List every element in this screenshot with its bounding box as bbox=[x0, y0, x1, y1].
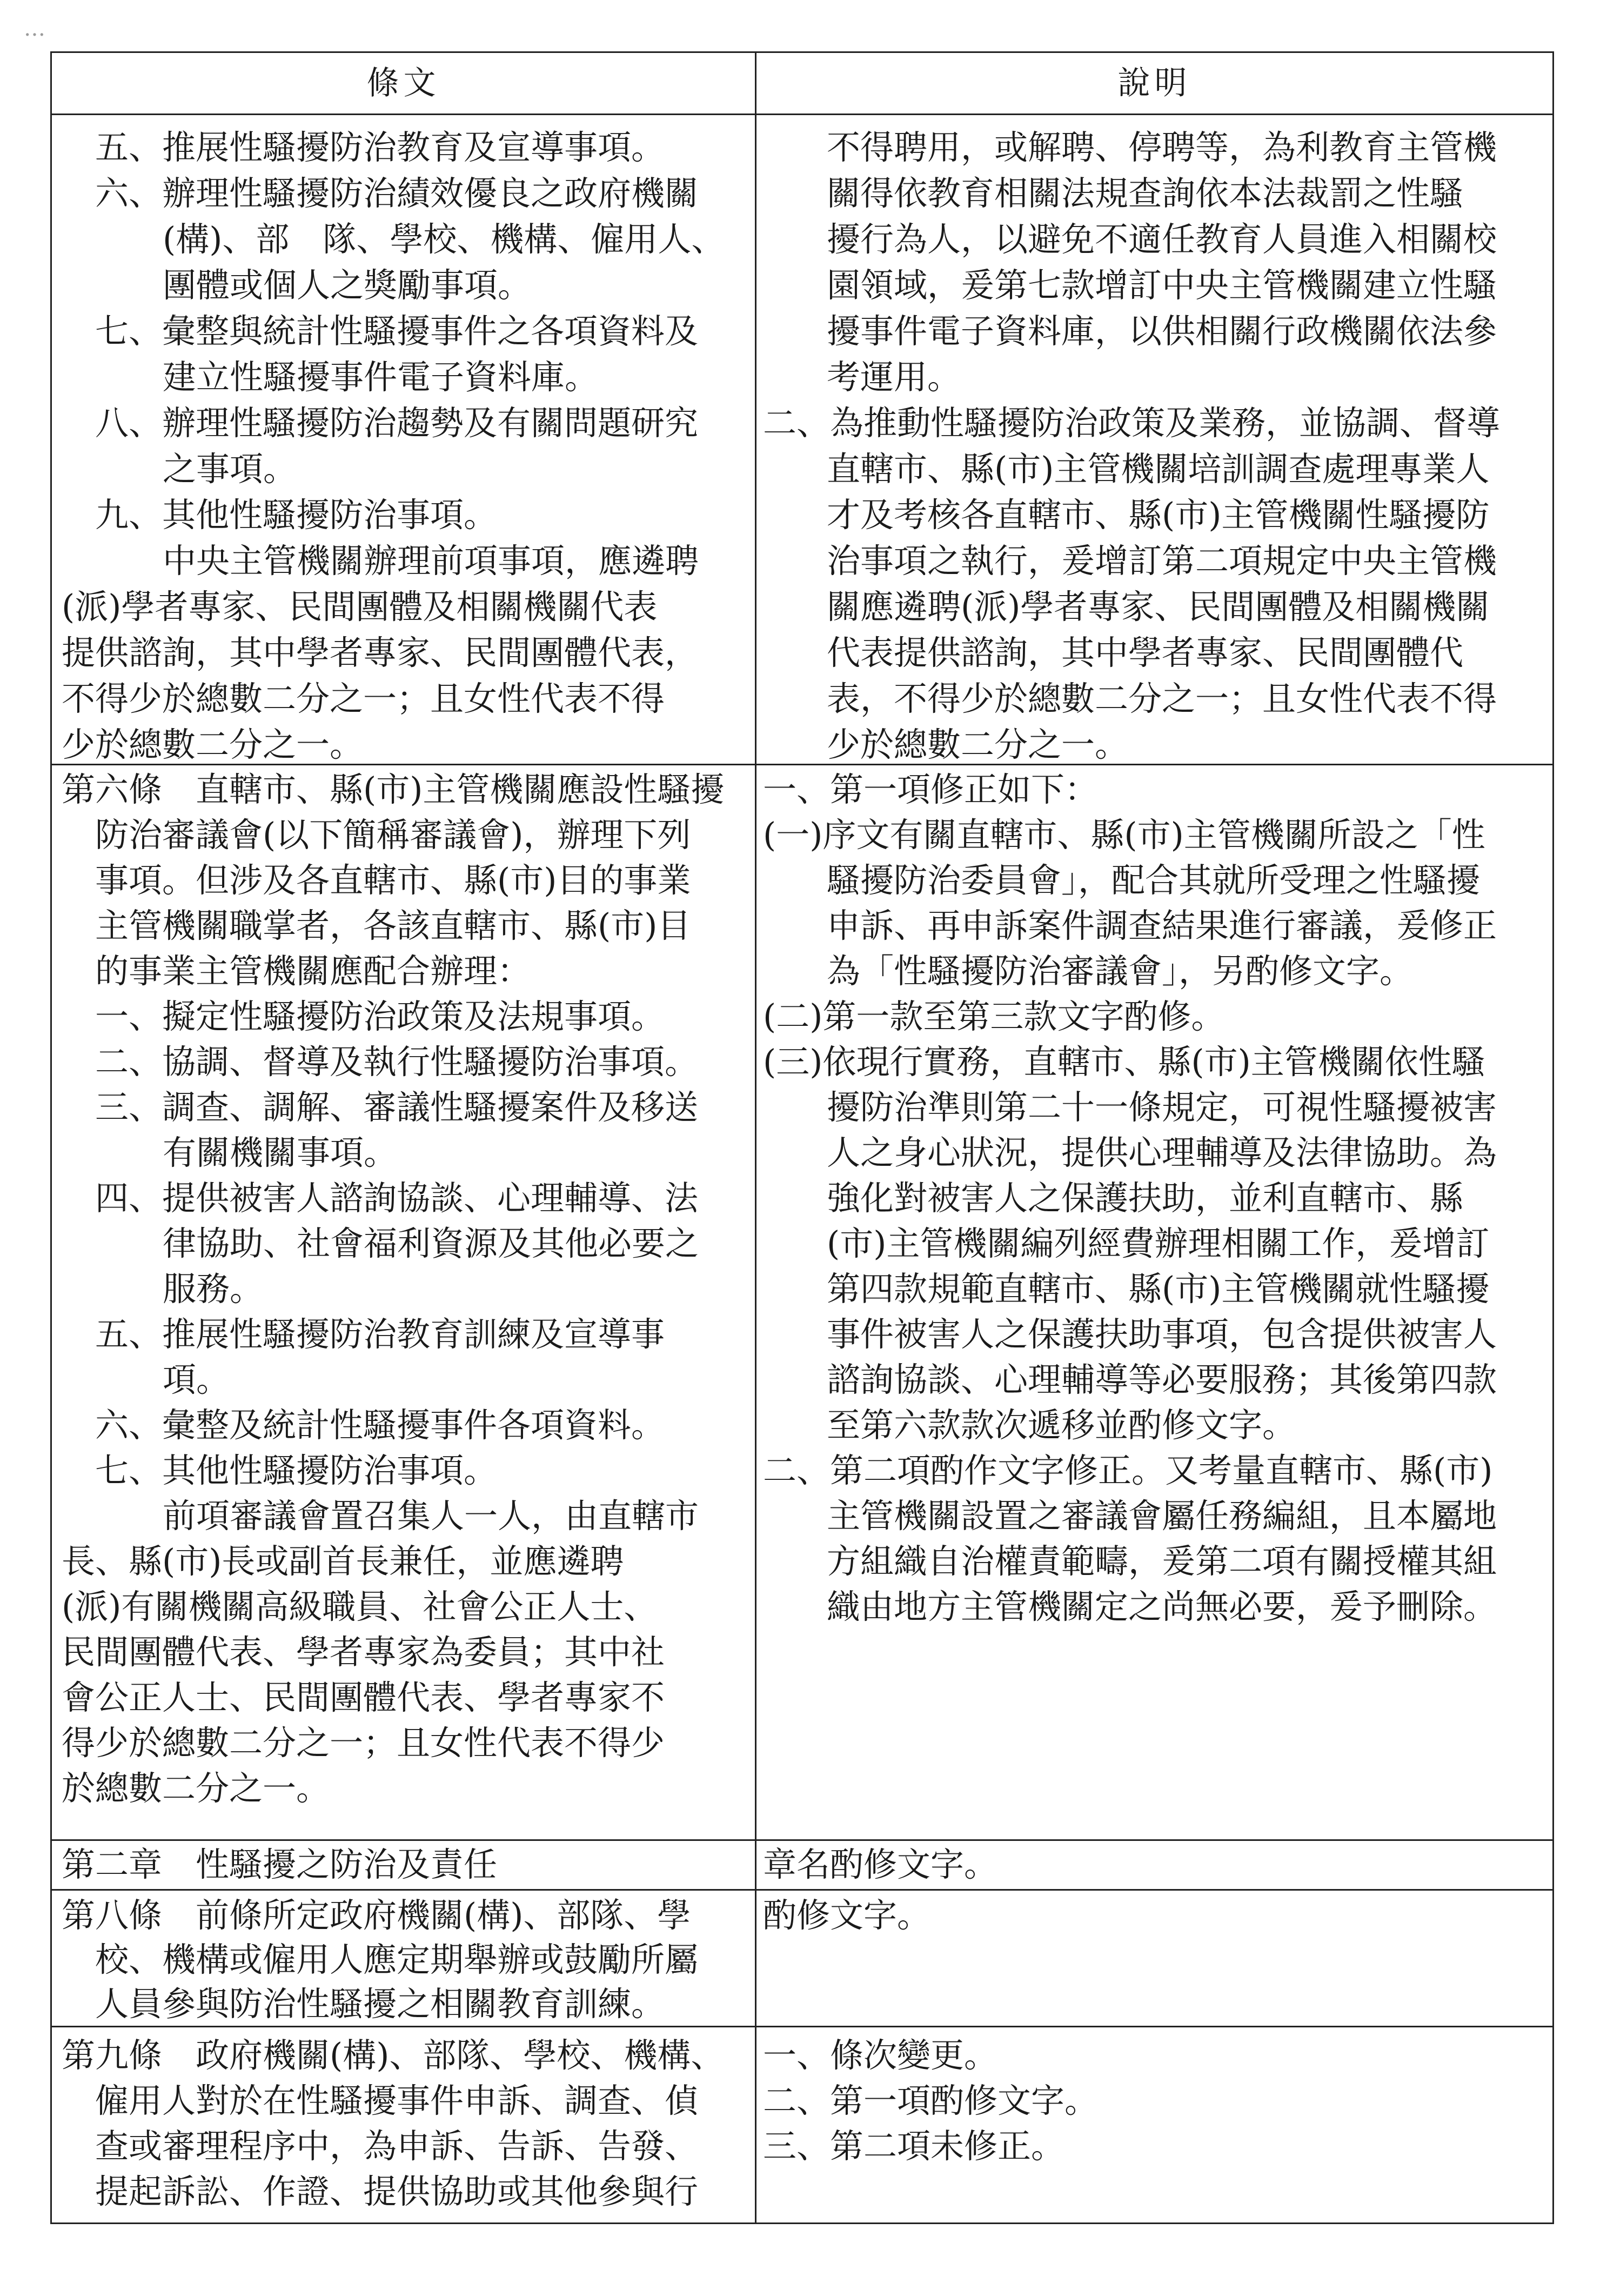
text-line: 團體或個人之獎勵事項。 bbox=[163, 265, 532, 305]
text-line: 二、為推動性騷擾防治政策及業務，並協調、督導 bbox=[763, 403, 1501, 443]
text-line: 項。 bbox=[163, 1360, 230, 1399]
text-line: 事件被害人之保護扶助事項，包含提供被害人 bbox=[827, 1314, 1497, 1354]
text-line: 至第六款款次遞移並酌修文字。 bbox=[827, 1405, 1296, 1445]
text-line: 園領域，爰第七款增訂中央主管機關建立性騷 bbox=[827, 265, 1497, 305]
text-line: 第二章 性騷擾之防治及責任 bbox=[62, 1845, 498, 1884]
text-line: 七、彙整與統計性騷擾事件之各項資料及 bbox=[95, 311, 699, 351]
text-line: (市)主管機關編列經費辦理相關工作，爰增訂 bbox=[827, 1224, 1490, 1263]
comparison-table bbox=[50, 51, 1554, 2224]
text-line: 第四款規範直轄市、縣(市)主管機關就性騷擾 bbox=[827, 1269, 1490, 1309]
text-line: 的事業主管機關應配合辦理： bbox=[95, 951, 531, 991]
text-line: 提起訴訟、作證、提供協助或其他參與行 bbox=[95, 2172, 699, 2211]
text-line: 民間團體代表、學者專家為委員；其中社 bbox=[62, 1632, 665, 1672]
text-line: 主管機關職掌者，各該直轄市、縣(市)目 bbox=[95, 906, 691, 945]
text-line: 二、協調、督導及執行性騷擾防治事項。 bbox=[95, 1042, 699, 1082]
row-1-left bbox=[52, 765, 753, 1839]
text-line: 前項審議會置召集人一人，由直轄市 bbox=[163, 1496, 699, 1536]
text-line: 五、推展性騷擾防治教育及宣導事項。 bbox=[95, 128, 665, 167]
text-line: 關應遴聘(派)學者專家、民間團體及相關機關 bbox=[827, 587, 1490, 626]
text-line: 提供諮詢，其中學者專家、民間團體代表， bbox=[62, 633, 699, 672]
text-line: 五、推展性騷擾防治教育訓練及宣導事 bbox=[95, 1314, 665, 1354]
text-line: 查或審理程序中，為申訴、告訴、告發、 bbox=[95, 2126, 699, 2166]
text-line: 諮詢協談、心理輔導等必要服務；其後第四款 bbox=[827, 1360, 1497, 1399]
text-line: 會公正人士、民間團體代表、學者專家不 bbox=[62, 1678, 665, 1717]
text-line: 事項。但涉及各直轄市、縣(市)目的事業 bbox=[95, 860, 691, 900]
text-line: 之事項。 bbox=[163, 449, 297, 489]
text-line: 表，不得少於總數二分之一；且女性代表不得 bbox=[827, 679, 1497, 718]
text-line: 三、第二項未修正。 bbox=[763, 2126, 1065, 2166]
text-line: (二)第一款至第三款文字酌修。 bbox=[763, 997, 1225, 1036]
text-line: 不得聘用，或解聘、停聘等，為利教育主管機 bbox=[827, 128, 1497, 167]
text-line: 擾防治準則第二十一條規定，可視性騷擾被害 bbox=[827, 1087, 1497, 1127]
text-line: 騷擾防治委員會」，配合其就所受理之性騷擾 bbox=[827, 860, 1481, 900]
row-4-right bbox=[756, 2027, 1552, 2224]
text-line: (一)序文有關直轄市、縣(市)主管機關所設之「性 bbox=[763, 815, 1485, 855]
text-line: 申訴、再申訴案件調查結果進行審議，爰修正 bbox=[827, 906, 1497, 945]
text-line: 章名酌修文字。 bbox=[763, 1845, 998, 1884]
text-line: 防治審議會(以下簡稱審議會)，辦理下列 bbox=[95, 815, 691, 855]
text-line: 考運用。 bbox=[827, 357, 961, 397]
text-line: 七、其他性騷擾防治事項。 bbox=[95, 1451, 498, 1490]
text-line: 僱用人對於在性騷擾事件申訴、調查、偵 bbox=[95, 2081, 699, 2120]
text-line: 服務。 bbox=[163, 1269, 264, 1309]
page-edge-mark: … bbox=[24, 16, 61, 41]
text-line: 代表提供諮詢，其中學者專家、民間團體代 bbox=[827, 633, 1464, 672]
text-line: 擾行為人，以避免不適任教育人員進入相關校 bbox=[827, 219, 1497, 259]
text-line: 織由地方主管機關定之尚無必要，爰予刪除。 bbox=[827, 1587, 1497, 1626]
text-line: (構)、部 隊、學校、機構、僱用人、 bbox=[163, 219, 725, 259]
header-explanation: 說明 bbox=[1117, 64, 1191, 102]
text-line: 一、第一項修正如下： bbox=[763, 770, 1099, 809]
text-line: 律協助、社會福利資源及其他必要之 bbox=[163, 1224, 699, 1263]
header-provisions: 條文 bbox=[366, 64, 440, 102]
text-line: 人員參與防治性騷擾之相關教育訓練。 bbox=[95, 1984, 665, 2024]
text-line: 八、辦理性騷擾防治趨勢及有關問題研究 bbox=[95, 403, 699, 443]
text-line: 第八條 前條所定政府機關(構)、部隊、學 bbox=[62, 1895, 691, 1935]
text-line: 少於總數二分之一。 bbox=[827, 725, 1129, 764]
text-line: 主管機關設置之審議會屬任務編組，且本屬地 bbox=[827, 1496, 1497, 1536]
text-line: 酌修文字。 bbox=[763, 1895, 931, 1935]
row-1-right bbox=[756, 765, 1552, 1839]
text-line: 直轄市、縣(市)主管機關培訓調查處理專業人 bbox=[827, 449, 1490, 489]
text-line: 方組織自治權責範疇，爰第二項有關授權其組 bbox=[827, 1541, 1497, 1581]
text-line: 有關機關事項。 bbox=[163, 1133, 398, 1172]
row-0-right bbox=[756, 115, 1552, 764]
text-line: 於總數二分之一。 bbox=[62, 1768, 330, 1808]
text-line: (派)有關機關高級職員、社會公正人士、 bbox=[62, 1587, 658, 1626]
row-0-left bbox=[52, 115, 753, 764]
text-line: 強化對被害人之保護扶助，並利直轄市、縣 bbox=[827, 1178, 1464, 1218]
text-line: 擾事件電子資料庫，以供相關行政機關依法參 bbox=[827, 311, 1497, 351]
text-line: 少於總數二分之一。 bbox=[62, 725, 364, 764]
text-line: 長、縣(市)長或副首長兼任，並應遴聘 bbox=[62, 1541, 624, 1581]
text-line: (派)學者專家、民間團體及相關機關代表 bbox=[62, 587, 658, 626]
text-line: 六、彙整及統計性騷擾事件各項資料。 bbox=[95, 1405, 665, 1445]
text-line: 治事項之執行，爰增訂第二項規定中央主管機 bbox=[827, 541, 1497, 580]
text-line: 人之身心狀況，提供心理輔導及法律協助。為 bbox=[827, 1133, 1497, 1172]
text-line: (三)依現行實務，直轄市、縣(市)主管機關依性騷 bbox=[763, 1042, 1485, 1082]
text-line: 第九條 政府機關(構)、部隊、學校、機構、 bbox=[62, 2035, 725, 2075]
text-line: 二、第二項酌作文字修正。又考量直轄市、縣(市) bbox=[763, 1451, 1493, 1490]
row-2-right bbox=[756, 1841, 1552, 1889]
row-4-left bbox=[52, 2027, 753, 2224]
text-line: 建立性騷擾事件電子資料庫。 bbox=[163, 357, 599, 397]
text-line: 九、其他性騷擾防治事項。 bbox=[95, 495, 498, 535]
row-3-left bbox=[52, 1891, 753, 2026]
text-line: 關得依教育相關法規查詢依本法裁罰之性騷 bbox=[827, 173, 1464, 213]
row-2-left bbox=[52, 1841, 753, 1889]
text-line: 不得少於總數二分之一；且女性代表不得 bbox=[62, 679, 665, 718]
text-line: 一、條次變更。 bbox=[763, 2035, 998, 2075]
text-line: 第六條 直轄市、縣(市)主管機關應設性騷擾 bbox=[62, 770, 725, 809]
text-line: 三、調查、調解、審議性騷擾案件及移送 bbox=[95, 1087, 699, 1127]
row-3-right bbox=[756, 1891, 1552, 2026]
text-line: 得少於總數二分之一；且女性代表不得少 bbox=[62, 1723, 665, 1763]
text-line: 一、擬定性騷擾防治政策及法規事項。 bbox=[95, 997, 665, 1036]
text-line: 二、第一項酌修文字。 bbox=[763, 2081, 1099, 2120]
text-line: 四、提供被害人諮詢協談、心理輔導、法 bbox=[95, 1178, 699, 1218]
text-line: 才及考核各直轄市、縣(市)主管機關性騷擾防 bbox=[827, 495, 1490, 535]
text-line: 六、辦理性騷擾防治績效優良之政府機關 bbox=[95, 173, 699, 213]
text-line: 校、機構或僱用人應定期舉辦或鼓勵所屬 bbox=[95, 1940, 699, 1979]
text-line: 中央主管機關辦理前項事項，應遴聘 bbox=[163, 541, 699, 580]
text-line: 為「性騷擾防治審議會」，另酌修文字。 bbox=[827, 951, 1414, 991]
